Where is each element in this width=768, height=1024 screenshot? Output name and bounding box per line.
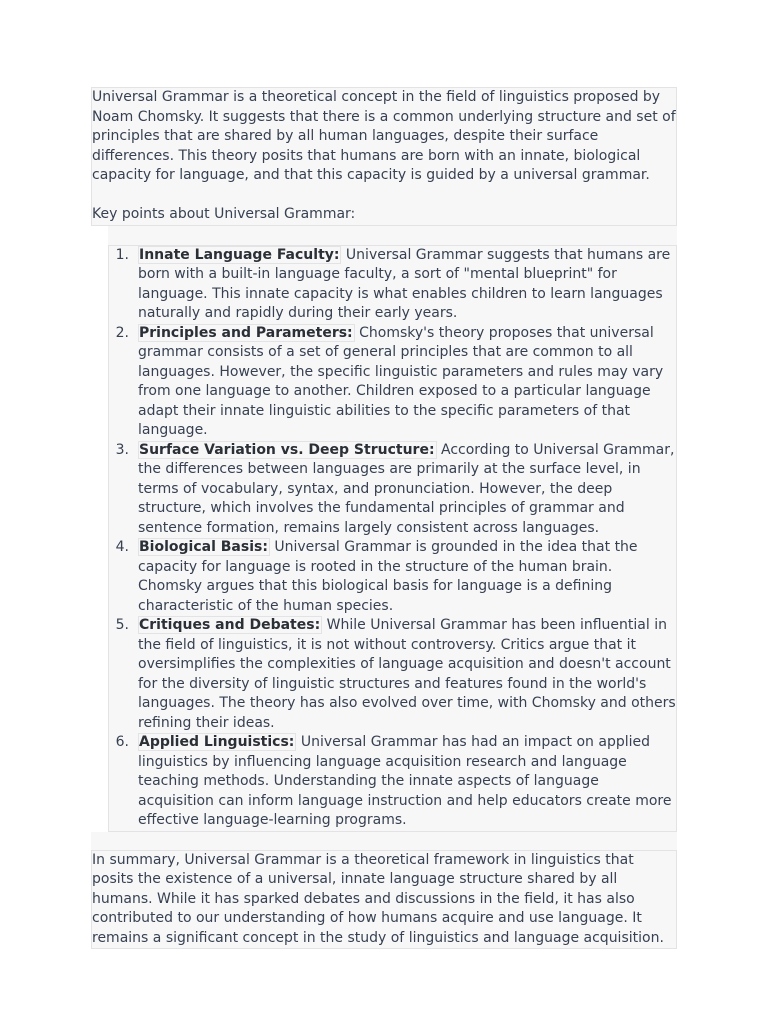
list-text: Universal Grammar has had an impact on applied linguistics by influencing language acquisition research and language teaching methods. Understanding the innate aspects of language acquisition can inform language instruction and help educators create more effective language-learning programs. <box>138 734 672 828</box>
list-item <box>109 616 676 733</box>
list-term: Applied Linguistics: <box>139 734 295 750</box>
list-number: 5. <box>115 617 129 633</box>
document-body <box>91 87 677 949</box>
list-item <box>109 246 676 324</box>
spacer-band <box>91 832 677 850</box>
list-term: Biological Basis: <box>139 539 268 555</box>
list-item <box>109 538 676 616</box>
key-points-block <box>108 245 677 832</box>
list-number: 4. <box>115 539 129 555</box>
list-number: 2. <box>115 324 129 341</box>
list-item <box>109 324 676 441</box>
list-item <box>109 441 676 539</box>
list-text: Chomsky's theory proposes that universal grammar consists of a set of general principles that are common to all languages. However, the specific linguistic parameters and rules may vary from one language to another. Children exposed to a particular language adapt their innate linguistic abilities to the specific parameters of that language. <box>138 324 664 438</box>
summary-block <box>91 850 677 950</box>
spacer-band <box>108 226 677 245</box>
list-text: Universal Grammar is grounded in the idea that the capacity for language is rooted in the structure of the human brain. Chomsky argues that this biological basis for language is a defining characteristic of the human species. <box>138 539 638 614</box>
list-text: While Universal Grammar has been influential in the field of linguistics, it is not without controversy. Critics argue that it oversimplifies the complexities of language acquisition and doesn't account for the diversity of linguistic structures and features found in the world's languages. The theory has also evolved over time, with Chomsky and others refining their ideas. <box>138 617 676 731</box>
list-number: 3. <box>115 441 129 458</box>
list-term: Innate Language Faculty: <box>139 246 340 263</box>
list-number: 1. <box>115 246 129 263</box>
list-item <box>109 733 676 831</box>
intro-block <box>91 87 677 226</box>
list-text: Universal Grammar suggests that humans are born with a built-in language faculty, a sort of "mental blueprint" for language. This innate capacity is what enables children to learn languages naturally and rapidly during their early years. <box>138 246 671 321</box>
list-text: According to Universal Grammar, the differences between languages are primarily at the surface level, in terms of vocabulary, syntax, and pronunciation. However, the deep structure, which involves the fundamental principles of grammar and sentence formation, remains largely consistent across languages. <box>138 441 675 536</box>
list-heading: Key points about Universal Grammar: <box>92 206 356 222</box>
list-term: Critiques and Debates: <box>139 617 321 633</box>
key-points-list <box>109 246 676 831</box>
intro-paragraph: Universal Grammar is a theoretical concept in the field of linguistics proposed by Noam Chomsky. It suggests that there is a common underlying structure and set of principles that are shared by all human languages, despite their surface differences. This theory posits that humans are born with an innate, biological capacity for language, and that this capacity is guided by a universal grammar. <box>92 89 676 183</box>
list-term: Surface Variation vs. Deep Structure: <box>139 441 435 458</box>
list-term: Principles and Parameters: <box>139 324 353 341</box>
summary-paragraph: In summary, Universal Grammar is a theoretical framework in linguistics that posits the existence of a universal, innate language structure shared by all humans. While it has sparked debates and discussions in the field, it has also contributed to our understanding of how humans acquire and use language. It remains a significant concept in the study of linguistics and language acquisition. <box>92 851 664 946</box>
list-number: 6. <box>115 734 129 750</box>
